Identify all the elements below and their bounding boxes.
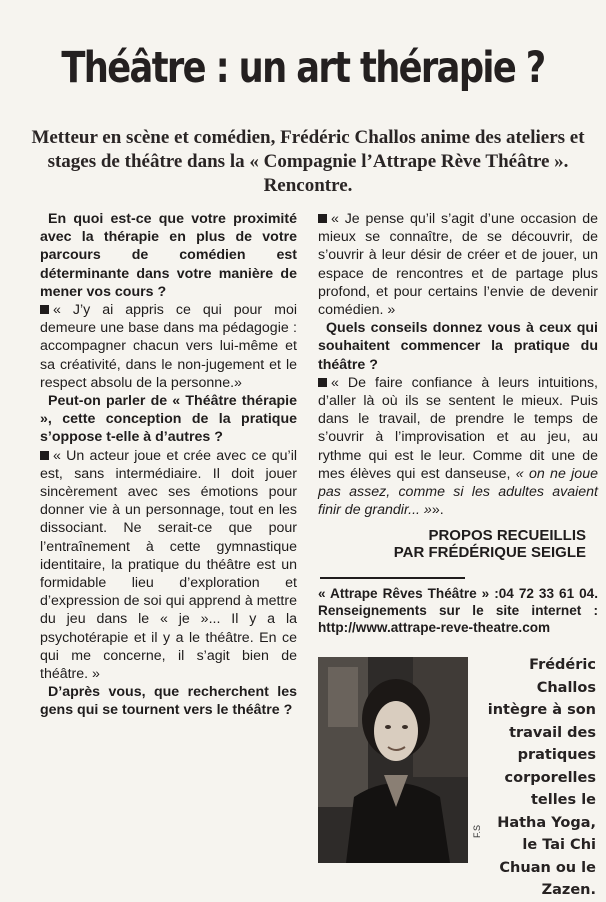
photo-caption: Frédéric Challos intègre à son travail des pratiques corporelles telles le Hatha Yoga, le Tai Chi Chuan ou le Zazen. xyxy=(487,657,596,898)
answer-3-text: « Je pense qu’il s’agit d’une occasion de mieux se connaître, de se découvrir, de s’ouvrir à leur désir de créer et de jouer, un espace de rencontres et de partage plus profond, et pour certains l’envie de devenir comédien. » xyxy=(318,211,598,319)
left-column xyxy=(40,210,297,720)
answer-2-text: « Un acteur joue et crée avec ce qu’il est, sans intermédiaire. Il doit jouer sincèrement avec ses émotions pour donner vie à un personnage, tout en les dissociant. Ne serait-ce que pour l’entraînement à cette gymnastique identitaire, la pratique du théâtre est un formidable lieu d’exploration et d’expression de soi qui apprend à mettre du jeu dans le « je »... Il y a la psychotérapie et il y a le théâtre. En ce qui me concerne, il s’agit bien de théâtre. » xyxy=(40,447,297,683)
divider-rule xyxy=(320,577,465,579)
answer-1 xyxy=(40,301,297,392)
answer-4 xyxy=(318,374,598,520)
bullet-square-icon xyxy=(40,451,49,460)
credit-line-2: PAR FRÉDÉRIQUE SEIGLE xyxy=(393,544,586,562)
answer-4-end: ». xyxy=(431,502,444,519)
question-4: Quels conseils donnez vous à ceux qui souhaitent commencer la pratique du théâtre ? xyxy=(318,320,598,373)
credit-line-1: PROPOS RECUEILLIS xyxy=(428,527,586,545)
question-1: En quoi est-ce que votre proximité avec la thérapie en plus de votre parcours de comédien est déterminante dans votre manière de mener vos cours ? xyxy=(40,211,297,300)
right-column xyxy=(318,210,598,636)
answer-2 xyxy=(40,447,297,684)
headline: Théâtre : un art thérapie ? xyxy=(61,43,545,93)
photo-credit: F.S xyxy=(472,824,482,838)
standfirst: Metteur en scène et comédien, Frédéric Challos anime des ateliers et stages de théâtre dans la « Compagnie l’Attrape Rève Théâtre ». Rencontre. xyxy=(31,127,585,196)
bullet-square-icon xyxy=(318,378,327,387)
bullet-square-icon xyxy=(318,214,327,223)
portrait-photo xyxy=(318,657,468,863)
author-credit xyxy=(318,527,598,561)
portrait-illustration xyxy=(318,657,468,863)
answer-3 xyxy=(318,210,598,319)
question-2: Peut-on parler de « Théâtre thérapie », cette conception de la pratique s’oppose t-elle à d’autres ? xyxy=(40,393,297,446)
answer-4-quote: « on ne joue pas assez, comme si les adultes avaient finir de grandir... » xyxy=(318,465,598,519)
bullet-square-icon xyxy=(40,305,49,314)
answer-1-text: « J’y ai appris ce qui pour moi demeure une base dans ma pédagogie : accompagner chacun vers lui-même et sa créativité, dans le non-jugement et le respect absolu de la personne.» xyxy=(40,302,297,391)
question-3: D’après vous, que recherchent les gens qui se tournent vers le théâtre ? xyxy=(40,684,297,719)
contact-info: « Attrape Rêves Théâtre » :04 72 33 61 04. Renseignements sur le site internet : http://www.attrape-reve-theatre.com xyxy=(318,586,598,636)
answer-4-text: « De faire confiance à leurs intuitions, d’aller là où ils se sentent le mieux. Puis dans le travail, de prendre le temps de s’ouvrir à l’improvisation et au jeu, au rythme qui est le leur. Comme dit une de mes élèves qui est danseuse, xyxy=(318,374,598,482)
